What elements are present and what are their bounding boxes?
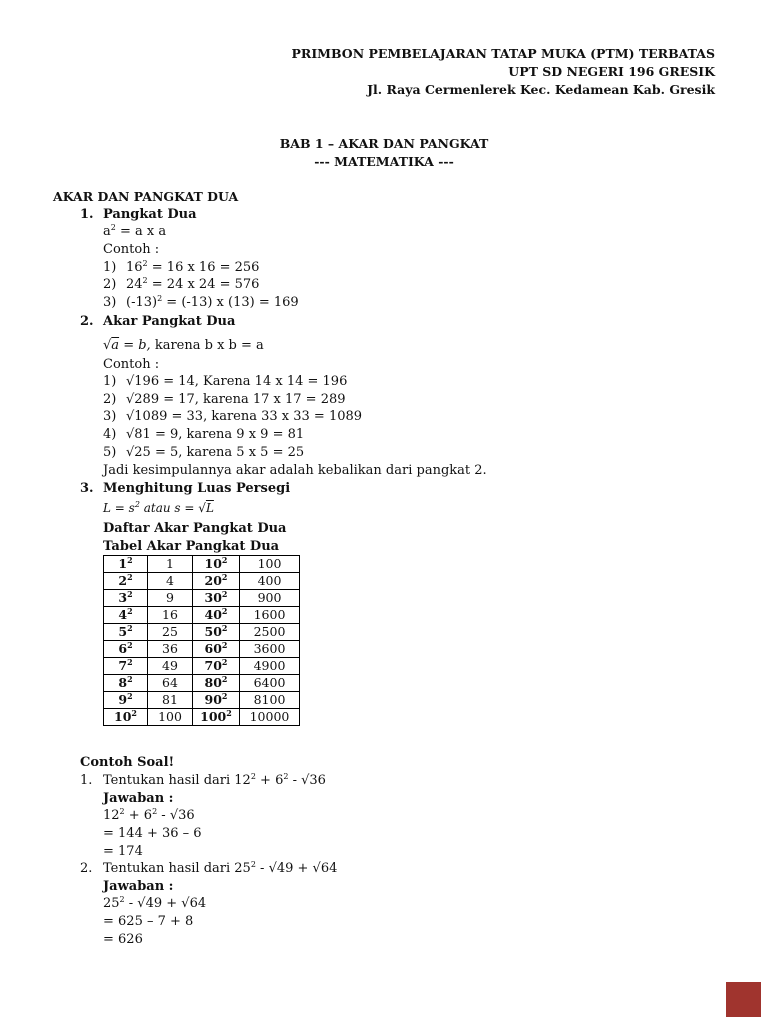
cell-exp: 2 [127,691,133,701]
part1-example-2 [103,276,259,293]
q2-jawaban-label: Jawaban : [103,879,174,894]
step-part: 25 [103,896,120,911]
part2-title: Akar Pangkat Dua [103,314,236,329]
cell-text: 36 [162,641,178,656]
cell-text: 8 [118,675,128,690]
school-header-line2: UPT SD NEGERI 196 GRESIK [508,64,715,79]
formula-eq: = [180,501,199,515]
part2-formula [103,337,264,354]
example-number: 4) [103,427,117,442]
part2-example-1 [103,373,347,390]
part3-title: Menghitung Luas Persegi [103,481,291,496]
part3-number: 3. [80,481,94,496]
table-cell-value [240,658,300,675]
part2-example-4 [103,426,304,443]
part2-conclusion: Jadi kesimpulannya akar adalah kebalikan dari pangkat 2. [103,463,487,478]
formula-exp: 2 [134,500,140,509]
part2-contoh-label: Contoh : [103,357,160,372]
step-part: + 6 [124,808,153,823]
formula-exp: 2 [110,223,116,232]
cell-text: 1600 [253,607,286,622]
part1-formula [103,223,166,240]
soal-title: Contoh Soal! [80,755,175,770]
table-cell-base [104,624,148,641]
cell-text: 100 [257,556,282,571]
table-cell-value [240,692,300,709]
example-text: √81 = 9, karena 9 x 9 = 81 [126,427,305,442]
example-base: (-13) [126,295,158,310]
cell-text: 10 [204,556,222,571]
example-number: 2) [103,392,117,407]
table-cell-value [240,709,300,726]
example-exp: 2 [142,276,148,285]
cell-exp: 2 [221,674,228,684]
question-2 [80,860,337,877]
step-part: 12 [103,808,120,823]
cell-text: 3 [118,590,128,605]
formula-radicand: a [111,338,120,353]
table-cell-base [104,641,148,658]
table-cell-value [148,709,193,726]
daftar-title: Daftar Akar Pangkat Dua [103,521,287,536]
cell-text: 25 [162,624,178,639]
formula-eq: = [110,501,129,515]
table-cell-value [240,590,300,607]
school-header-line1: PRIMBON PEMBELAJARAN TATAP MUKA (PTM) TERBATAS [291,46,715,61]
table-cell-base [193,658,240,675]
sqrt-formula [103,338,151,353]
table-row [104,624,300,641]
table-cell-value [148,590,193,607]
cell-text: 100 [158,709,182,724]
part2-number: 2. [80,314,94,329]
q1-step-3: = 174 [103,844,143,859]
square-root-table-body [104,556,300,726]
table-cell-base [193,624,240,641]
cell-text: 5 [118,624,128,639]
question-suffix: - √36 [288,773,326,788]
cell-exp: 2 [221,572,228,582]
example-rest: = (-13) x (13) = 169 [162,295,299,310]
example-number: 5) [103,445,117,460]
table-cell-base [104,573,148,590]
example-text: √1089 = 33, karena 33 x 33 = 1089 [126,409,363,424]
example-text: √25 = 5, karena 5 x 5 = 25 [126,445,305,460]
table-cell-base [193,573,240,590]
cell-text: 81 [162,692,178,707]
table-cell-base [193,607,240,624]
cell-exp: 2 [127,640,133,650]
formula-atau: atau [139,501,175,515]
radical-icon: √ [198,501,206,515]
cell-text: 20 [204,573,222,588]
cell-exp: 2 [131,708,137,718]
question-suffix: - √49 + √64 [255,861,338,876]
chapter-title: BAB 1 – AKAR DAN PANGKAT [279,136,489,151]
table-row [104,692,300,709]
step-part: - √49 + √64 [124,896,207,911]
cell-text: 4900 [253,658,286,673]
cell-exp: 2 [226,708,232,718]
cell-text: 50 [204,624,222,639]
cell-exp: 2 [127,674,133,684]
table-cell-value [240,624,300,641]
table-cell-value [148,607,193,624]
cell-exp: 2 [221,691,228,701]
cell-text: 90 [204,692,222,707]
table-cell-value [240,573,300,590]
example-exp: 2 [157,294,163,303]
q2-step-2: = 625 – 7 + 8 [103,914,194,929]
part1-title: Pangkat Dua [103,207,197,222]
school-header-line3: Jl. Raya Cermenlerek Kec. Kedamean Kab. Gresik [367,82,715,97]
cell-text: 8100 [253,692,286,707]
example-exp: 2 [142,259,148,268]
table-row [104,573,300,590]
cell-exp: 2 [221,606,228,616]
formula-base: a [103,224,111,239]
cell-text: 9 [118,692,128,707]
example-number: 3) [103,295,117,310]
cell-exp: 2 [221,555,228,565]
question-prefix: Tentukan hasil dari 25 [103,861,251,876]
question-exp: 2 [250,860,256,869]
cell-text: 1 [118,556,128,571]
cell-exp: 2 [127,589,133,599]
table-title: Tabel Akar Pangkat Dua [103,539,280,554]
example-base: 24 [126,277,143,292]
part1-contoh-label: Contoh : [103,242,160,257]
question-1 [80,772,326,789]
cell-text: 30 [204,590,222,605]
formula-radicand: L [205,501,214,515]
cell-text: 10 [114,709,132,724]
cell-exp: 2 [221,589,228,599]
q2-step-1 [103,895,206,912]
example-number: 1) [103,260,117,275]
part2-example-3 [103,408,362,425]
cell-text: 4 [118,607,128,622]
example-number: 3) [103,409,117,424]
cell-text: 3600 [253,641,286,656]
table-cell-value [148,658,193,675]
step-exp: 2 [119,807,125,816]
cell-text: 7 [118,658,128,673]
example-rest: = 24 x 24 = 576 [147,277,260,292]
table-cell-value [148,556,193,573]
part2-example-2 [103,391,346,408]
question-prefix: Tentukan hasil dari 12 [103,773,251,788]
table-cell-base [104,692,148,709]
example-number: 2) [103,277,117,292]
table-row [104,556,300,573]
cell-text: 70 [204,658,222,673]
table-cell-value [148,573,193,590]
table-row [104,590,300,607]
formula-rest: = a x a [115,224,167,239]
cell-text: 2 [118,573,128,588]
table-cell-value [148,624,193,641]
cell-text: 100 [200,709,227,724]
cell-exp: 2 [127,572,133,582]
step-exp: 2 [152,807,158,816]
cell-text: 6400 [253,675,286,690]
cell-exp: 2 [221,640,228,650]
table-row [104,641,300,658]
table-cell-base [104,556,148,573]
part1-example-1 [103,259,259,276]
table-cell-base [104,658,148,675]
question-number: 2. [80,861,93,876]
part3-formula [103,500,214,517]
part3-heading [80,480,290,497]
table-cell-value [240,675,300,692]
example-rest: = 16 x 16 = 256 [147,260,260,275]
question-number: 1. [80,773,93,788]
table-row [104,607,300,624]
formula-s: s [174,501,181,515]
cell-exp: 2 [221,623,228,633]
table-cell-value [240,607,300,624]
formula-s: s [128,501,135,515]
part1-number: 1. [80,207,94,222]
cell-text: 80 [204,675,222,690]
q2-step-3: = 626 [103,932,143,947]
example-text: √289 = 17, karena 17 x 17 = 289 [126,392,346,407]
formula-L: L [103,501,111,515]
cell-text: 400 [257,573,282,588]
section-title: AKAR DAN PANGKAT DUA [53,189,239,204]
table-cell-base [193,556,240,573]
formula-eq: = b, [119,338,151,353]
cell-text: 2500 [253,624,286,639]
cell-text: 10000 [249,709,290,724]
cell-exp: 2 [127,606,133,616]
question-mid: + 6 [255,773,284,788]
corner-block [726,982,761,1017]
table-cell-base [193,641,240,658]
question-exp: 2 [250,772,256,781]
q1-step-1 [103,807,195,824]
table-cell-base [193,675,240,692]
table-cell-value [240,641,300,658]
step-exp: 2 [119,895,125,904]
cell-text: 49 [162,658,178,673]
part1-heading [80,206,197,223]
example-number: 1) [103,374,117,389]
table-cell-base [104,590,148,607]
cell-text: 900 [257,590,282,605]
q1-step-2: = 144 + 36 – 6 [103,826,202,841]
cell-text: 6 [118,641,128,656]
cell-text: 1 [166,556,174,571]
cell-text: 9 [166,590,174,605]
square-root-table [103,555,300,726]
example-base: 16 [126,260,143,275]
q1-jawaban-label: Jawaban : [103,791,174,806]
table-cell-value [148,692,193,709]
example-text: √196 = 14, Karena 14 x 14 = 196 [126,374,348,389]
cell-text: 64 [162,675,178,690]
table-cell-base [104,675,148,692]
cell-text: 4 [166,573,174,588]
part1-example-3 [103,294,299,311]
cell-exp: 2 [127,555,133,565]
radical-icon: √ [103,338,112,353]
table-row [104,675,300,692]
table-cell-base [104,607,148,624]
chapter-subject: --- MATEMATIKA --- [314,154,454,169]
cell-exp: 2 [127,623,133,633]
cell-exp: 2 [221,657,228,667]
formula-rest: karena b x b = a [150,338,264,353]
table-row [104,709,300,726]
step-part: - √36 [157,808,195,823]
part2-heading [80,313,235,330]
question-exp: 2 [283,772,289,781]
table-cell-value [148,641,193,658]
table-row [104,658,300,675]
cell-text: 40 [204,607,222,622]
part2-example-5 [103,444,304,461]
table-cell-base [104,709,148,726]
table-cell-base [193,692,240,709]
table-cell-base [193,709,240,726]
table-cell-base [193,590,240,607]
cell-exp: 2 [127,657,133,667]
table-cell-value [148,675,193,692]
cell-text: 60 [204,641,222,656]
cell-text: 16 [162,607,178,622]
table-cell-value [240,556,300,573]
